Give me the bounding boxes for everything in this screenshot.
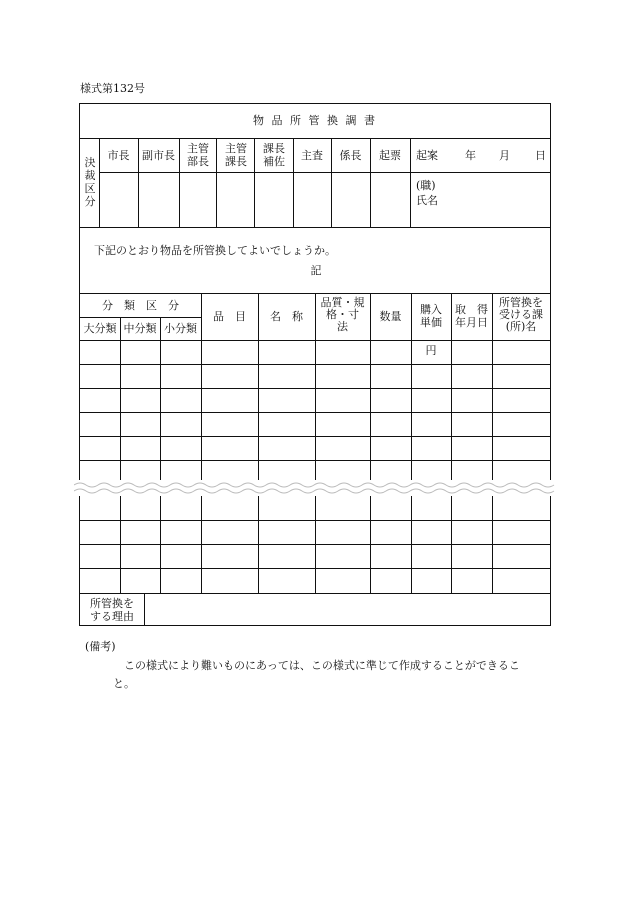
rule xyxy=(492,293,493,593)
spec-header-line2: 格・寸 xyxy=(326,308,359,321)
minor-category-header: 小分類 xyxy=(164,322,197,335)
reason-label-line2: する理由 xyxy=(90,610,134,623)
receiver-header-line1: 所管換を xyxy=(499,296,543,309)
receiver-header-line2: 受ける課 xyxy=(499,308,543,321)
reason-label-line1: 所管換を xyxy=(90,597,134,610)
acquisition-header-line2: 年月日 xyxy=(455,316,488,329)
rule xyxy=(160,317,161,593)
remarks-text-line2: と。 xyxy=(113,677,135,690)
rule xyxy=(370,293,371,593)
acquisition-header-line1: 取 得 xyxy=(455,303,488,316)
form-table xyxy=(79,103,551,626)
form-number: 様式第132号 xyxy=(80,82,145,95)
table-break-wave xyxy=(74,480,556,496)
header-chief-director: 主管部長 xyxy=(187,142,209,168)
rule xyxy=(80,138,550,139)
rule xyxy=(254,138,255,227)
name-label: 氏名 xyxy=(416,194,438,207)
unit-price-header-line1: 購入 xyxy=(420,303,442,316)
rule xyxy=(179,138,180,227)
spec-header-line3: 法 xyxy=(337,320,348,333)
header-drafter: 起票 xyxy=(379,149,401,162)
rule xyxy=(80,227,550,228)
rule xyxy=(99,172,550,173)
rule xyxy=(80,593,550,594)
receiver-header-line3: (所)名 xyxy=(505,320,537,333)
rule xyxy=(411,293,412,593)
yen-unit: 円 xyxy=(425,344,437,357)
header-chief-manager: 主管課長 xyxy=(225,142,247,168)
header-deputy-mayor: 副市長 xyxy=(142,149,175,162)
classification-header: 分 類 区 分 xyxy=(102,299,179,312)
header-chief-clerk: 主査 xyxy=(301,149,323,162)
rule xyxy=(144,593,145,626)
rule xyxy=(258,293,259,593)
unit-price-header-line2: 単価 xyxy=(420,316,442,329)
rule xyxy=(201,293,202,593)
spec-header-line1: 品質・規 xyxy=(320,296,365,309)
rule xyxy=(80,317,201,318)
position-label: (職) xyxy=(416,179,436,192)
rule xyxy=(410,138,411,227)
name-header: 名 称 xyxy=(270,310,303,323)
request-statement: 下記のとおり物品を所管換してよいでしょうか。 xyxy=(94,244,336,257)
header-assistant-manager: 課長補佐 xyxy=(263,142,285,168)
draft-label: 起案 xyxy=(416,149,438,162)
header-section-chief: 係長 xyxy=(339,149,362,162)
ki-mark: 記 xyxy=(310,264,322,277)
rule xyxy=(216,138,217,227)
draft-month: 月 xyxy=(499,149,510,162)
header-mayor: 市長 xyxy=(107,149,130,162)
rule xyxy=(315,293,316,593)
decision-category-label: 決裁区分 xyxy=(84,156,96,208)
item-header: 品 目 xyxy=(213,310,246,323)
remarks-text-line1: この様式により難いものにあっては、この様式に準じて作成することができるこ xyxy=(124,659,520,672)
rule xyxy=(451,293,452,593)
major-category-header: 大分類 xyxy=(83,322,117,335)
quantity-header: 数量 xyxy=(379,310,402,323)
form-title: 物 品 所 管 換 調 書 xyxy=(253,114,377,127)
remarks-heading: (備考) xyxy=(85,640,116,653)
draft-day: 日 xyxy=(535,149,546,162)
rule xyxy=(120,317,121,593)
draft-year: 年 xyxy=(465,149,476,162)
middle-category-header: 中分類 xyxy=(123,322,157,335)
